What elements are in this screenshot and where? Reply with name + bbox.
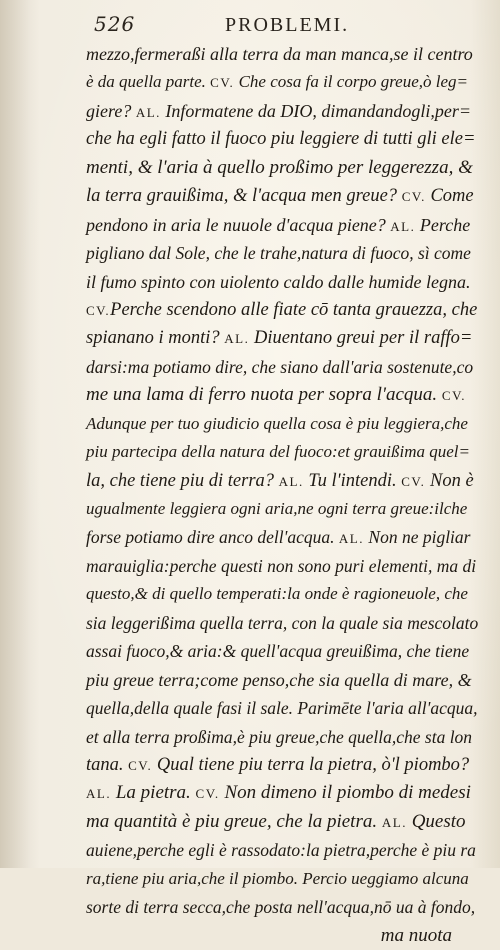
text-line: marauiglia:perche questi non sono puri elementi, ma di — [86, 555, 477, 576]
text-line: la terra grauißima, & l'acqua men greue? CV. Come — [86, 186, 474, 207]
text-line: sorte di terra secca,che posta nell'acqua,nō ua à fondo, — [86, 897, 476, 918]
speaker-abbrev: CV. — [86, 302, 111, 318]
text-line: il fumo spinto con uiolento caldo dalle humide legna. — [86, 271, 471, 292]
text-line: ra,tiene piu aria,che il piombo. Percio ueggiamo alcuna — [86, 868, 469, 888]
speaker-abbrev: CV. — [441, 388, 467, 404]
text-line-catchword: ma nuota — [380, 924, 452, 946]
text-line: che ha egli fatto il fuoco piu leggiere di tutti gli ele= — [86, 129, 476, 150]
text-line: auiene,perche egli è rassodato:la pietra,perche è piu ra — [86, 840, 476, 861]
text-line: tana. CV. Qual tiene piu terra la pietra, ò'l piombo? — [86, 754, 470, 775]
speaker-abbrev: AL. — [135, 104, 161, 120]
speaker-abbrev: AL. — [224, 331, 250, 347]
text-line: piu greue terra;come penso,che sia quella di mare, & — [86, 669, 472, 690]
text-line: AL. La pietra. CV. Non dimeno il piombo di medesi — [86, 782, 471, 804]
text-line: mezzo,fermeraßi alla terra da man manca,se il centro — [86, 44, 473, 64]
text-line: piu partecipa della natura del fuoco:et grauißima quel= — [86, 442, 471, 462]
speaker-abbrev: CV. — [401, 189, 426, 205]
text-line: forse potiamo dire anco dell'acqua. AL. Non ne pigliar — [86, 527, 471, 548]
text-line: CV.Perche scendono alle fiate cō tanta grauezza, che — [86, 299, 478, 320]
text-line: Adunque per tuo giudicio quella cosa è piu leggiera,che — [86, 413, 468, 433]
page-header — [0, 10, 500, 42]
body-text — [86, 40, 478, 950]
text-line: pigliano dal Sole, che le trahe,natura di fuoco, sì come — [86, 243, 471, 264]
page-gutter-shadow — [0, 0, 40, 868]
text-line: ugualmente leggiera ogni aria,ne ogni terra greue:ilche — [86, 499, 468, 518]
speaker-abbrev: CV. — [128, 757, 153, 773]
text-line: me una lama di ferro nuota per sopra l'acqua. CV. — [86, 384, 467, 406]
text-line: pendono in aria le nuuole d'acqua piene? AL. Perche — [86, 214, 471, 235]
speaker-abbrev: AL. — [381, 814, 407, 830]
speaker-abbrev: AL. — [338, 531, 365, 547]
text-line: spianano i monti? AL. Diuentano greui per il raffo= — [86, 328, 473, 349]
text-line: la, che tiene piu di terra? AL. Tu l'intendi. CV. Non è — [86, 470, 474, 491]
speaker-abbrev: AL. — [390, 218, 416, 234]
text-line: questo,& di quello temperati:la onde è ragioneuole, che — [86, 584, 468, 604]
speaker-abbrev: CV. — [210, 75, 235, 91]
text-line: è da quella parte. CV. Che cosa fa il corpo greue,ò leg= — [86, 72, 469, 92]
page-number: 526 — [94, 12, 136, 36]
text-line: darsi:ma potiamo dire, che siano dall'aria sostenute,co — [86, 356, 474, 377]
text-line: quella,della quale fasi il sale. Parimēte l'aria all'acqua, — [86, 698, 478, 719]
text-line: assai fuoco,& aria:& quell'acqua greuißima, che tiene — [86, 641, 470, 662]
text-line: ma quantità è piu greue, che la pietra. AL. Questo — [86, 810, 466, 832]
text-line: giere? AL. Informatene da DIO, dimandandogli,per= — [86, 100, 472, 121]
speaker-abbrev: AL. — [86, 786, 112, 802]
speaker-abbrev: CV. — [195, 786, 220, 802]
running-head: PROBLEMI. — [225, 14, 350, 36]
speaker-abbrev: CV. — [401, 473, 426, 489]
text-line: menti, & l'aria à quello proßimo per leggerezza, & — [86, 156, 473, 178]
text-line: sia leggerißima quella terra, con la quale sia mescolato — [86, 612, 479, 633]
speaker-abbrev: AL. — [278, 473, 304, 489]
text-line: et alla terra proßima,è piu greue,che quella,che sta lon — [86, 726, 473, 747]
